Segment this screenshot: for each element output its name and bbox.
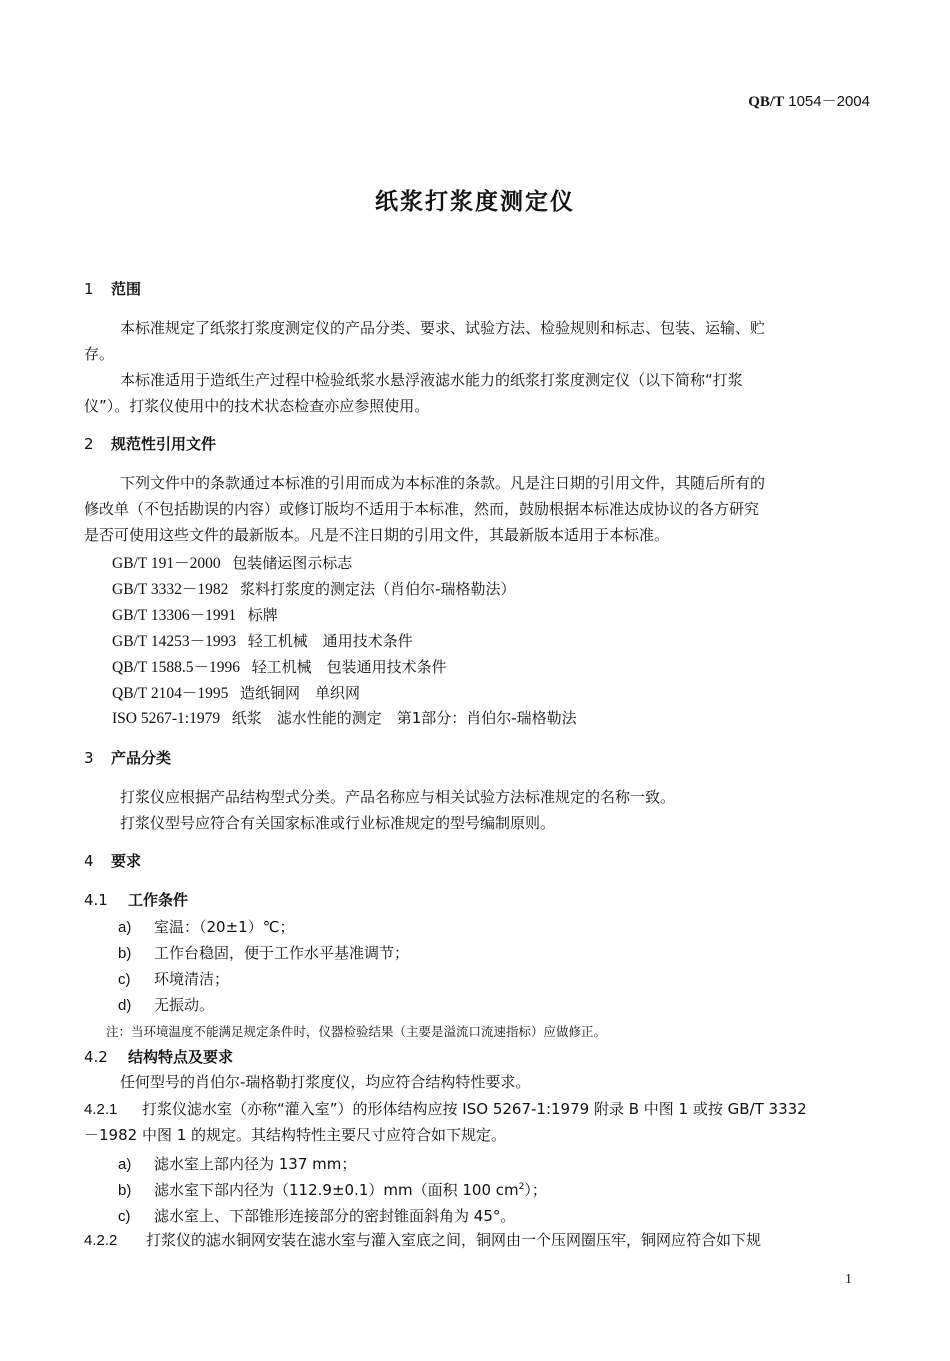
reference-item bbox=[112, 603, 278, 625]
paragraph-line: 存。 bbox=[84, 345, 115, 363]
clause-number: 4.2.2 bbox=[84, 1232, 118, 1249]
list-item bbox=[118, 942, 409, 963]
reference-name: 浆料打浆度的测定法（肖伯尔-瑞格勒法） bbox=[240, 580, 516, 598]
section-number: 4 bbox=[84, 852, 94, 870]
subsection-title: 工作条件 bbox=[128, 891, 189, 909]
reference-code: GB/T 3332－1982 bbox=[112, 581, 229, 598]
subsection-4-2-heading bbox=[84, 1046, 233, 1067]
paragraph-line: 下列文件中的条款通过本标准的引用而成为本标准的条款。凡是注日期的引用文件，其随后所有的 bbox=[120, 474, 766, 492]
subsection-title: 结构特点及要求 bbox=[128, 1048, 234, 1066]
section-1-heading bbox=[84, 278, 141, 299]
paragraph-line: 仪”）。打浆仪使用中的技术状态检查亦应参照使用。 bbox=[84, 397, 430, 415]
reference-code: ISO 5267-1:1979 bbox=[112, 710, 221, 727]
section-title: 产品分类 bbox=[111, 749, 172, 767]
reference-name: 纸浆 滤水性能的测定 第1部分：肖伯尔-瑞格勒法 bbox=[231, 709, 577, 727]
document-id bbox=[748, 90, 870, 111]
reference-item bbox=[112, 551, 352, 573]
list-item-text: 无振动。 bbox=[154, 996, 215, 1014]
reference-item bbox=[112, 577, 515, 599]
paragraph-line: 打浆仪型号应符合有关国家标准或行业标准规定的型号编制原则。 bbox=[120, 814, 556, 832]
reference-name: 包装储运图示标志 bbox=[232, 554, 353, 572]
list-item-text: 环境清洁； bbox=[154, 970, 230, 988]
page-title: 纸浆打浆度测定仪 bbox=[375, 189, 575, 215]
clause-text: 打浆仪滤水室（亦称“灌入室”）的形体结构应按 ISO 5267-1:1979 附录 B 中图 1 或按 GB/T 3332 bbox=[142, 1100, 807, 1118]
clause-number: 4.2.1 bbox=[84, 1101, 118, 1118]
section-3-heading bbox=[84, 747, 171, 768]
list-item bbox=[118, 1179, 547, 1200]
document-prefix: QB/T bbox=[748, 94, 785, 110]
note-text: 注：当环境温度不能满足规定条件时，仪器检验结果（主要是溢流口流速指标）应做修正。 bbox=[106, 1024, 607, 1039]
section-2-heading bbox=[84, 433, 216, 454]
list-item-text: 滤水室下部内径为（112.9±0.1）mm（面积 100 cm bbox=[154, 1181, 519, 1199]
reference-name: 造纸铜网 单织网 bbox=[240, 684, 361, 702]
paragraph-line: －1982 中图 1 的规定。其结构特性主要尺寸应符合如下规定。 bbox=[84, 1126, 507, 1144]
list-item-text: 滤水室上部内径为 137 mm； bbox=[154, 1155, 357, 1173]
section-number: 1 bbox=[84, 280, 94, 298]
list-item bbox=[118, 1153, 356, 1174]
list-item-label: c) bbox=[118, 1208, 131, 1225]
section-4-heading bbox=[84, 850, 141, 871]
document-number: 1054－2004 bbox=[788, 93, 870, 110]
subsection-number: 4.2 bbox=[84, 1048, 108, 1066]
section-title: 范围 bbox=[111, 280, 142, 298]
reference-code: GB/T 13306－1991 bbox=[112, 607, 237, 624]
list-item-label: c) bbox=[118, 971, 131, 988]
list-item bbox=[118, 916, 295, 937]
reference-item bbox=[112, 707, 577, 728]
clause-4-2-1 bbox=[84, 1096, 807, 1123]
paragraph-line: 修改单（不包括勘误的内容）或修订版均不适用于本标准，然而，鼓励根据本标准达成协议的各方研究 bbox=[84, 500, 760, 518]
list-item-text: 工作台稳固，便于工作水平基准调节； bbox=[154, 944, 410, 962]
reference-code: QB/T 1588.5－1996 bbox=[112, 659, 241, 676]
reference-name: 轻工机械 通用技术条件 bbox=[247, 632, 413, 650]
paragraph-line: 打浆仪应根据产品结构型式分类。产品名称应与相关试验方法标准规定的名称一致。 bbox=[120, 788, 676, 806]
list-item-label: b) bbox=[118, 945, 132, 962]
section-number: 3 bbox=[84, 749, 94, 767]
list-item-label: b) bbox=[118, 1182, 132, 1199]
list-item bbox=[118, 994, 214, 1015]
page-number: 1 bbox=[845, 1272, 852, 1287]
paragraph-line: 任何型号的肖伯尔-瑞格勒打浆度仪，均应符合结构特性要求。 bbox=[120, 1073, 531, 1091]
list-item-label: a) bbox=[118, 1156, 132, 1173]
reference-item bbox=[112, 655, 447, 677]
clause-text: 打浆仪的滤水铜网安装在滤水室与灌入室底之间，铜网由一个压网圈压牢，铜网应符合如下规 bbox=[146, 1231, 762, 1249]
section-title: 规范性引用文件 bbox=[111, 435, 217, 453]
reference-code: GB/T 14253－1993 bbox=[112, 633, 237, 650]
list-item-label: a) bbox=[118, 919, 132, 936]
list-item-text: 滤水室上、下部锥形连接部分的密封锥面斜角为 45°。 bbox=[154, 1207, 516, 1225]
subsection-number: 4.1 bbox=[84, 891, 108, 909]
reference-code: QB/T 2104－1995 bbox=[112, 685, 229, 702]
paragraph-line: 本标准适用于造纸生产过程中检验纸浆水悬浮液滤水能力的纸浆打浆度测定仪（以下简称“打浆 bbox=[120, 371, 743, 389]
section-number: 2 bbox=[84, 435, 94, 453]
list-item bbox=[118, 968, 229, 989]
reference-code: GB/T 191－2000 bbox=[112, 555, 221, 572]
section-title: 要求 bbox=[111, 852, 142, 870]
clause-4-2-2 bbox=[84, 1227, 761, 1254]
list-item-text-end: ）； bbox=[524, 1181, 547, 1199]
reference-name: 标牌 bbox=[247, 606, 278, 624]
reference-item bbox=[112, 681, 360, 703]
superscript: 2 bbox=[518, 1182, 525, 1192]
reference-item bbox=[112, 629, 413, 651]
paragraph-line: 本标准规定了纸浆打浆度测定仪的产品分类、要求、试验方法、检验规则和标志、包装、运输、贮 bbox=[120, 319, 766, 337]
list-item-text: 室温：（20±1）℃； bbox=[154, 918, 295, 936]
paragraph-line: 是否可使用这些文件的最新版本。凡是不注日期的引用文件，其最新版本适用于本标准。 bbox=[84, 526, 670, 544]
reference-name: 轻工机械 包装通用技术条件 bbox=[251, 658, 447, 676]
subsection-4-1-heading bbox=[84, 889, 188, 910]
list-item-label: d) bbox=[118, 997, 132, 1014]
list-item bbox=[118, 1205, 515, 1226]
